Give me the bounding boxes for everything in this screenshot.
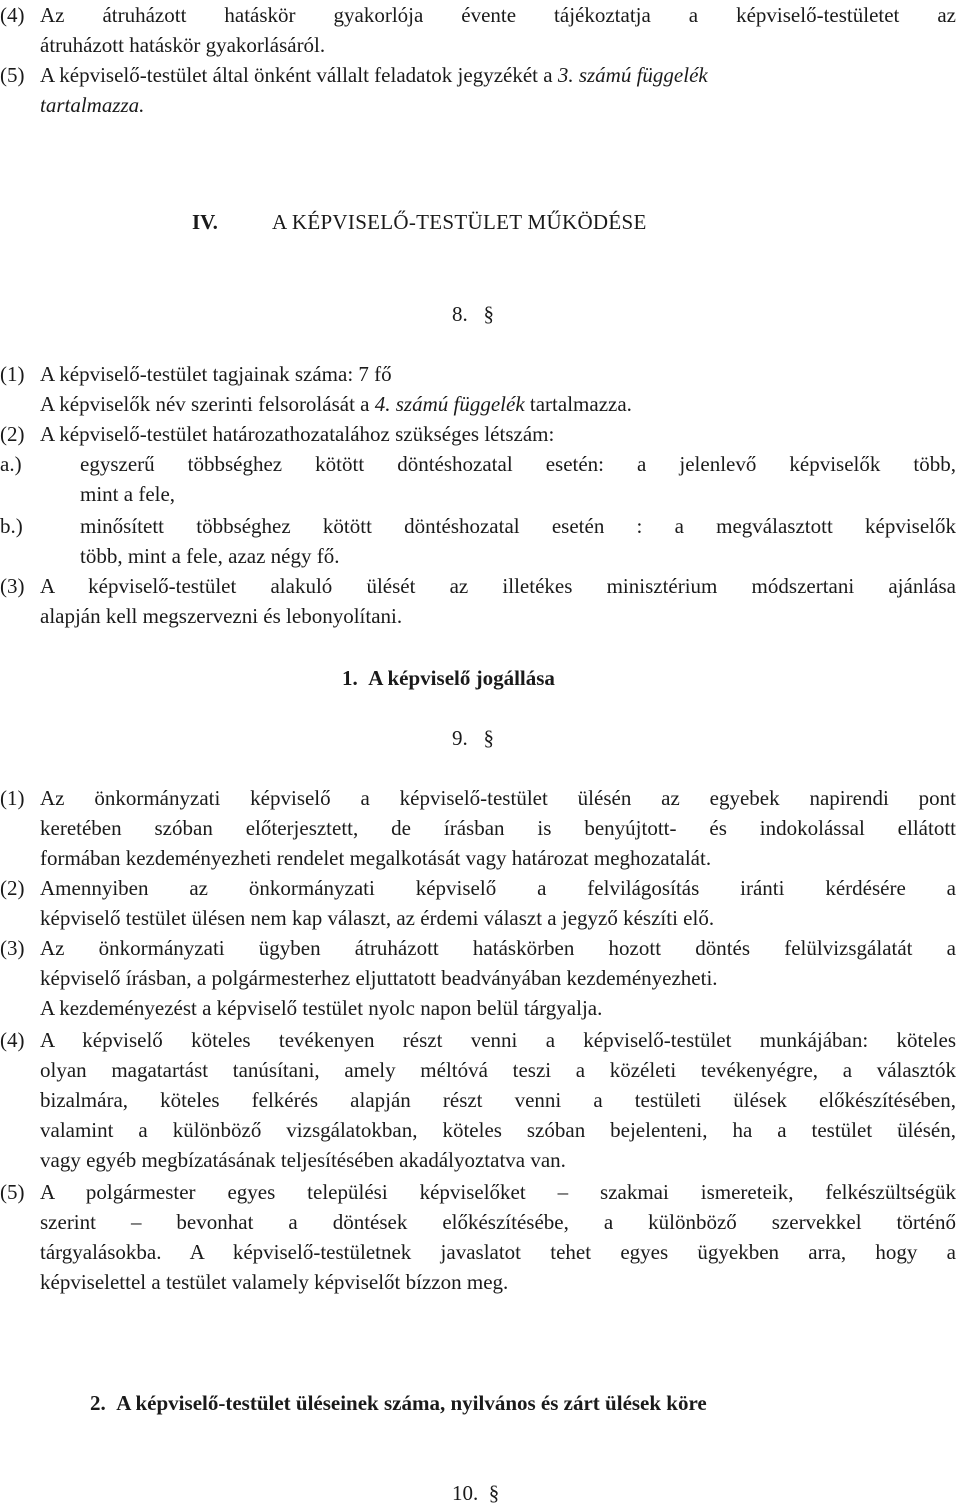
section-8-label (452, 299, 494, 329)
chapter-title: A KÉPVISELŐ-TESTÜLET MŰKÖDÉSE (272, 210, 647, 234)
paragraph-line: Az önkormányzati képviselő a képviselő-testület ülésén az egyebek napirendi pont (40, 786, 956, 810)
paragraph-number: (2) (0, 422, 25, 446)
paragraph-line: formában kezdeményezheti rendelet megalkotását vagy határozat meghozatalát. (40, 846, 712, 870)
paragraph-line: egyszerű többséghez kötött döntéshozatal esetén: a jelenlevő képviselők több, (80, 452, 956, 476)
paragraph-line: képviselő testület ülésen nem kap választ, az érdemi választ a jegyző készíti elő. (40, 906, 715, 930)
paragraph-number: (5) (0, 63, 25, 87)
paragraph-line: több, mint a fele, azaz négy fő. (80, 544, 340, 568)
paragraph-line: keretében szóban előterjesztett, de írásban is benyújtott- és indokolással ellátott (40, 816, 956, 840)
paragraph-number: (1) (0, 362, 25, 386)
paragraph-line: olyan magatartást tanúsítani, amely méltóvá teszi a közéleti tevékenyégre, a választók (40, 1058, 956, 1082)
section-9-label (452, 723, 494, 753)
section-sign: § (483, 726, 494, 750)
paragraph-number: (3) (0, 936, 25, 960)
paragraph-number: (1) (0, 786, 25, 810)
paragraph-line: A kezdeményezést a képviselő testület nyolc napon belül tárgyalja. (40, 996, 603, 1020)
paragraph-line: bizalmára, köteles felkérés alapján részt venni a testületi ülések előkészítésében, (40, 1088, 956, 1112)
paragraph-line: Az átruházott hatáskör gyakorlója évente tájékoztatja a képviselő-testületet az (40, 3, 956, 27)
paragraph-line: minősített többséghez kötött döntéshozatal esetén : a megválasztott képviselők (80, 514, 956, 538)
paragraph-line: mint a fele, (80, 482, 176, 506)
paragraph-line: valamint a különböző vizsgálatokban, köteles szóban bejelenteni, ha a testület ülésén, (40, 1118, 956, 1142)
paragraph-line: Az önkormányzati ügyben átruházott hatáskörben hozott döntés felülvizsgálatát a (40, 936, 956, 960)
subheading-title: A képviselő-testület üléseinek száma, nyilvános és zárt ülések köre (116, 1391, 707, 1415)
chapter-number: IV. (192, 210, 218, 234)
paragraph-line (40, 60, 956, 90)
paragraph-number: (2) (0, 876, 25, 900)
paragraph-line: A képviselő köteles tevékenyen részt venni a képviselő-testület munkájában: köteles (40, 1028, 956, 1052)
paragraph-line: vagy egyéb megbízatásának teljesítésében akadályoztatva van. (40, 1148, 566, 1172)
section-number: 10. (452, 1481, 479, 1505)
section-10-label (452, 1478, 499, 1508)
paragraph-line: tárgyalásokba. A képviselő-testületnek javaslatot tehet egyes ügyekben arra, hogy a (40, 1240, 956, 1264)
paragraph-line: képviselettel a testület valamely képviselőt bízzon meg. (40, 1270, 509, 1294)
appendix-reference: 3. számú függelék (557, 63, 708, 87)
line-text: A képviselők név szerinti felsorolását a (40, 392, 375, 416)
paragraph-line (40, 389, 632, 419)
section-number: 8. (452, 302, 468, 326)
paragraph-line: alapján kell megszervezni és lebonyolítani. (40, 604, 403, 628)
subheading-1 (342, 663, 555, 693)
paragraph-number: (5) (0, 1180, 25, 1204)
item-label: a.) (0, 452, 22, 476)
paragraph-line: átruházott hatáskör gyakorlásáról. (40, 33, 326, 57)
appendix-reference: 4. számú függelék (374, 392, 525, 416)
paragraph-number: (3) (0, 574, 25, 598)
subheading-number: 1. (342, 666, 358, 690)
paragraph-number: (4) (0, 3, 25, 27)
section-sign: § (488, 1481, 500, 1505)
item-label: b.) (0, 514, 23, 538)
line-text: tartalmazza. (40, 93, 145, 117)
line-text: tartalmazza. (524, 392, 632, 416)
section-number: 9. (452, 726, 468, 750)
subheading-number: 2. (90, 1391, 106, 1415)
section-sign: § (483, 302, 494, 326)
paragraph-line: szerint – bevonhat a döntések előkészítésébe, a különböző szervekkel történő (40, 1210, 956, 1234)
paragraph-line: A képviselő-testület tagjainak száma: 7 fő (40, 362, 392, 386)
paragraph-line: képviselő írásban, a polgármesterhez eljuttatott beadványában kezdeményezheti. (40, 966, 718, 990)
paragraph-line (40, 90, 144, 120)
paragraph-number: (4) (0, 1028, 25, 1052)
subheading-title: A képviselő jogállása (368, 666, 555, 690)
line-text: A képviselő-testület által önként vállalt feladatok jegyzékét a (40, 63, 558, 87)
paragraph-line: A polgármester egyes települési képviselőket – szakmai ismereteik, felkészültségük (40, 1180, 956, 1204)
paragraph-line: A képviselő-testület határozathozatalához szükséges létszám: (40, 422, 555, 446)
paragraph-line: Amennyiben az önkormányzati képviselő a felvilágosítás iránti kérdésére a (40, 876, 956, 900)
paragraph-line: A képviselő-testület alakuló ülését az illetékes minisztérium módszertani ajánlása (40, 574, 956, 598)
subheading-2 (90, 1388, 707, 1418)
